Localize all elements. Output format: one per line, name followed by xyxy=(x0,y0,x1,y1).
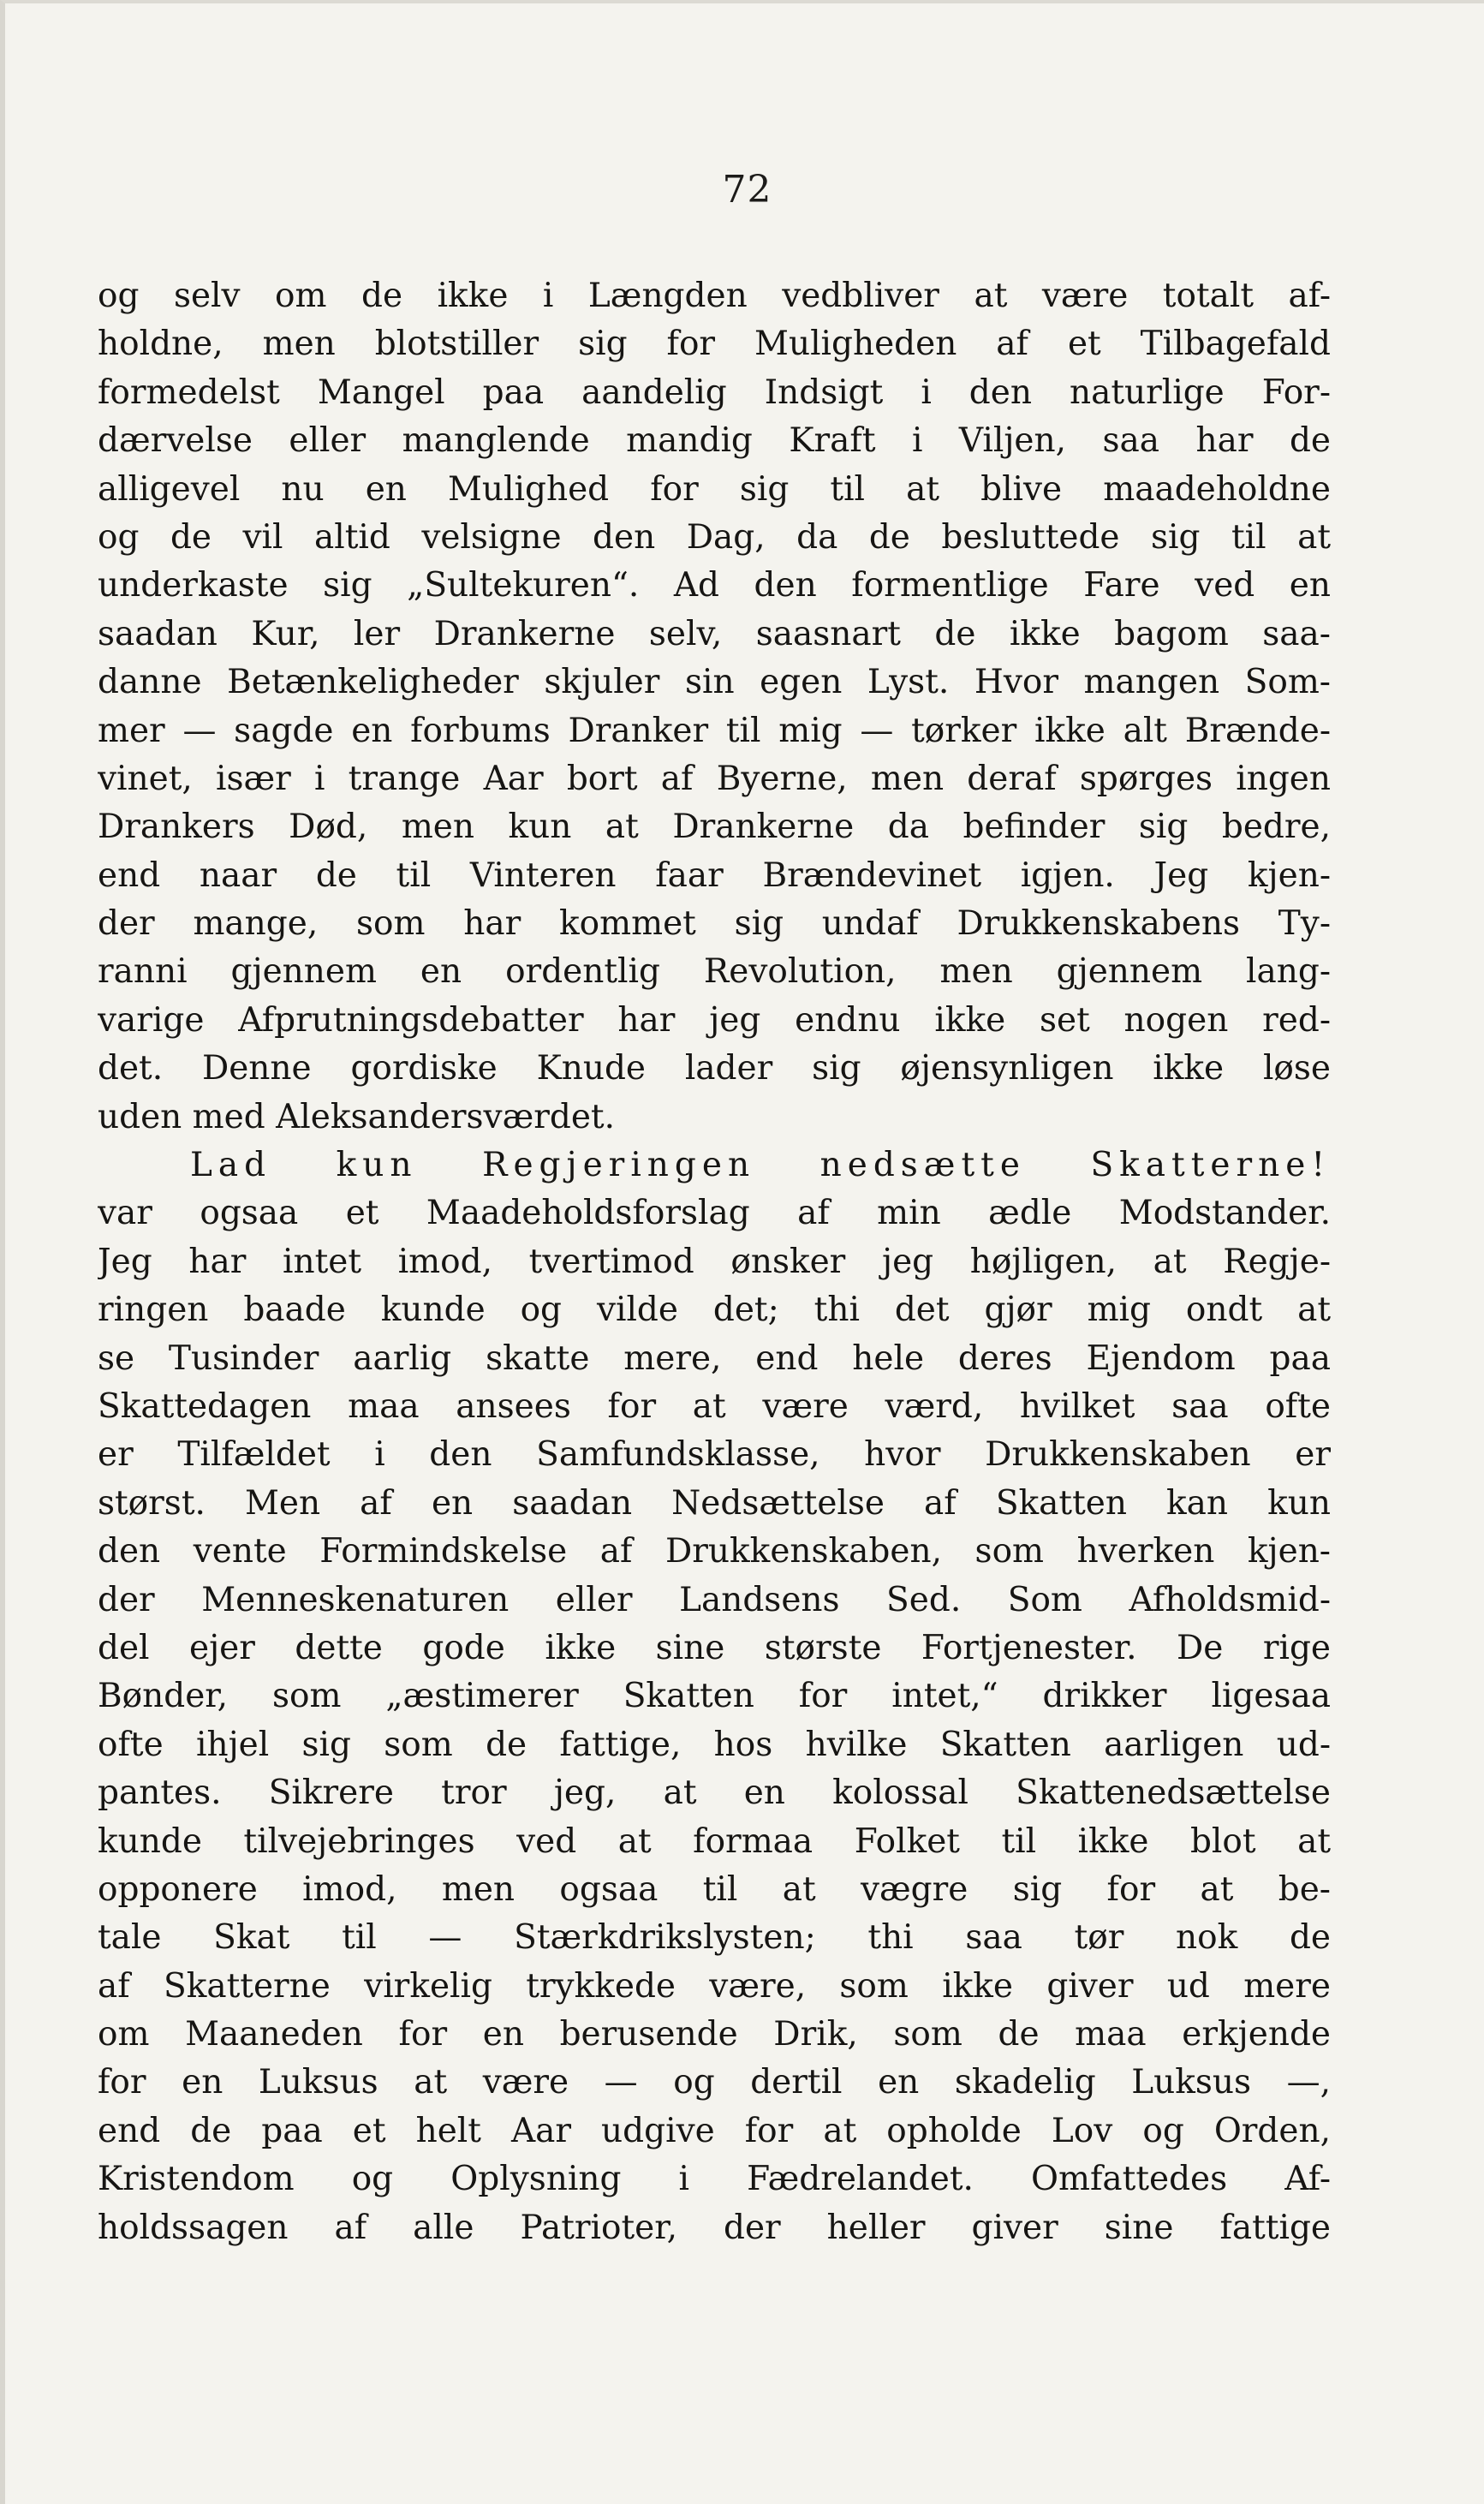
text-line: end de paa et helt Aar udgive for at opholde Lov og Orden, xyxy=(98,2111,1331,2150)
text-line: alligevel nu en Mulighed for sig til at blive maadeholdne xyxy=(98,469,1331,509)
text-line: dærvelse eller manglende mandig Kraft i Viljen, saa har de xyxy=(98,421,1331,461)
text-line: danne Betænkeligheder skjuler sin egen Lyst. Hvor mangen Som- xyxy=(98,663,1331,702)
text-line: saadan Kur, ler Drankerne selv, saasnart de ikke bagom saa- xyxy=(98,614,1331,653)
text-line: det. Denne gordiske Knude lader sig øjensynligen ikke løse xyxy=(98,1049,1331,1088)
text-line: mer — sagde en forbums Dranker til mig — tørker ikke alt Brænde- xyxy=(98,711,1331,750)
text-line: varige Afprutningsdebatter har jeg endnu ikke set nogen red- xyxy=(98,1000,1331,1040)
text-line: opponere imod, men ogsaa til at vægre sig for at be- xyxy=(98,1869,1331,1909)
text-line: Jeg har intet imod, tvertimod ønsker jeg højligen, at Regje- xyxy=(98,1242,1331,1281)
paragraph-start-line: Lad kun Regjeringen nedsætte Skatterne! xyxy=(190,1146,1331,1185)
text-line: størst. Men af en saadan Nedsættelse af Skatten kan kun xyxy=(98,1483,1331,1523)
text-line: ringen baade kunde og vilde det; thi det gjør mig ondt at xyxy=(98,1291,1331,1330)
text-line: der Menneskenaturen eller Landsens Sed. Som Afholdsmid- xyxy=(98,1580,1331,1619)
paragraph-end-line: uden med Aleksandersværdet. xyxy=(98,1097,615,1136)
text-line: formedelst Mangel paa aandelig Indsigt i den naturlige For- xyxy=(98,373,1331,412)
text-line: for en Luksus at være — og dertil en skadelig Luksus —, xyxy=(98,2063,1331,2102)
text-line: kunde tilvejebringes ved at formaa Folket til ikke blot at xyxy=(98,1821,1331,1861)
text-line: tale Skat til — Stærkdrikslysten; thi saa tør nok de xyxy=(98,1918,1331,1958)
text-line: var ogsaa et Maadeholdsforslag af min ædle Modstander. xyxy=(98,1194,1331,1233)
text-line: om Maaneden for en berusende Drik, som de maa erkjende xyxy=(98,2015,1331,2054)
page-number: 72 xyxy=(722,168,772,212)
text-line: Kristendom og Oplysning i Fædrelandet. Omfattedes Af- xyxy=(98,2160,1331,2199)
text-line: holdne, men blotstiller sig for Muligheden af et Tilbagefald xyxy=(98,325,1331,364)
text-line: der mange, som har kommet sig undaf Drukkenskabens Ty- xyxy=(98,904,1331,944)
body-text xyxy=(98,272,1331,2252)
text-line: er Tilfældet i den Samfundsklasse, hvor Drukkenskaben er xyxy=(98,1435,1331,1475)
text-line: den vente Formindskelse af Drukkenskaben, som hverken kjen- xyxy=(98,1532,1331,1571)
text-line: og de vil altid velsigne den Dag, da de besluttede sig til at xyxy=(98,517,1331,557)
text-line: Skattedagen maa ansees for at være værd, hvilket saa ofte xyxy=(98,1386,1331,1426)
text-line: ranni gjennem en ordentlig Revolution, men gjennem lang- xyxy=(98,952,1331,992)
text-line: pantes. Sikrere tror jeg, at en kolossal Skattenedsættelse xyxy=(98,1774,1331,1813)
text-line: del ejer dette gode ikke sine største Fortjenester. De rige xyxy=(98,1628,1331,1667)
text-line: og selv om de ikke i Længden vedbliver at være totalt af- xyxy=(98,277,1331,315)
text-line: Bønder, som „æstimerer Skatten for intet,“ drikker ligesaa xyxy=(98,1677,1331,1716)
text-line: holdssagen af alle Patrioter, der heller giver sine fattige xyxy=(98,2208,1331,2247)
text-line: vinet, især i trange Aar bort af Byerne, men deraf spørges ingen xyxy=(98,759,1331,798)
text-line: ofte ihjel sig som de fattige, hos hvilke Skatten aarligen ud- xyxy=(98,1725,1331,1764)
text-line: af Skatterne virkelig trykkede være, som ikke giver ud mere xyxy=(98,1966,1331,2006)
text-line: se Tusinder aarlig skatte mere, end hele deres Ejendom paa xyxy=(98,1338,1331,1378)
text-line: end naar de til Vinteren faar Brændevinet igjen. Jeg kjen- xyxy=(98,856,1331,895)
text-line: underkaste sig „Sultekuren“. Ad den formentlige Fare ved en xyxy=(98,566,1331,605)
text-line: Drankers Død, men kun at Drankerne da befinder sig bedre, xyxy=(98,808,1331,847)
